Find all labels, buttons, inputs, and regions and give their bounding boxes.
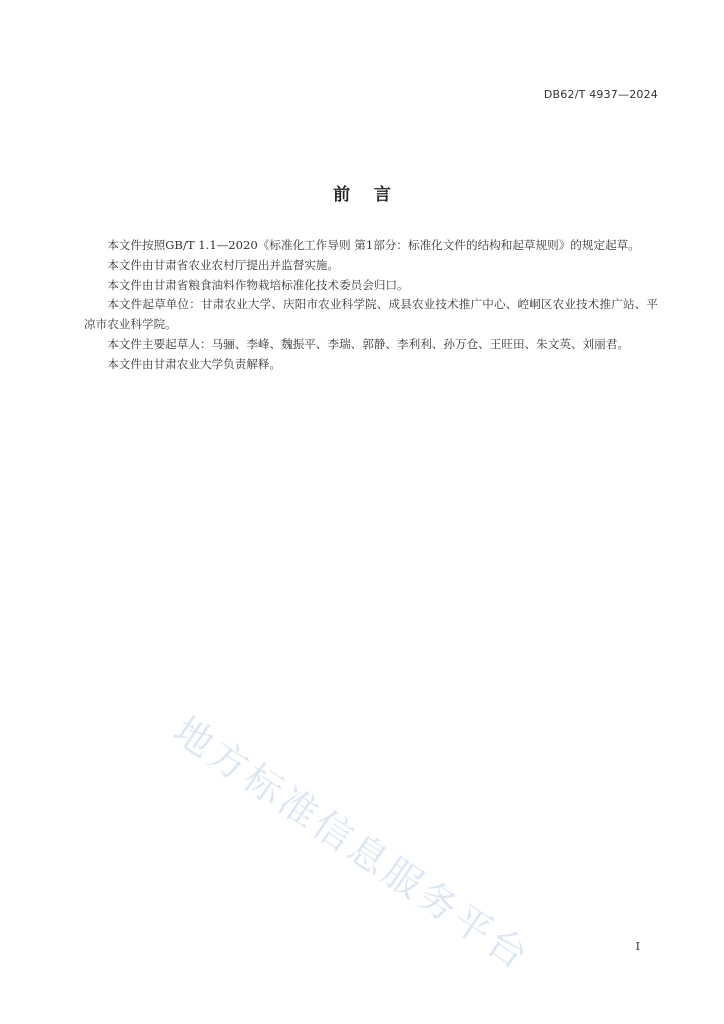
paragraph-proposer: 本文件由甘肃省农业农村厅提出并监督实施。 bbox=[107, 257, 340, 272]
watermark: 地方标准信息服务平台 bbox=[165, 708, 539, 980]
page-title: 前 言 bbox=[333, 185, 391, 205]
paragraph-drafters: 本文件主要起草人：马骊、李峰、魏振平、李瑞、郭静、李利利、孙万仓、王旺田、朱文英、刘丽君。 bbox=[107, 336, 629, 351]
paragraph-committee: 本文件由甘肃省粮食油料作物栽培标准化技术委员会归口。 bbox=[107, 277, 409, 292]
paragraph-drafting-units: 本文件起草单位：甘肃农业大学、庆阳市农业科学院、成县农业技术推广中心、崆峒区农业技术推广站、平凉市农业科学院。 bbox=[84, 297, 658, 332]
page-number: I bbox=[635, 940, 640, 953]
paragraph-interpretation: 本文件由甘肃农业大学负责解释。 bbox=[107, 356, 282, 371]
foreword-body bbox=[84, 236, 658, 375]
paragraph-drafting-rules: 本文件按照GB/T 1.1—2020《标准化工作导则 第1部分：标准化文件的结构和起草规则》的规定起草。 bbox=[107, 238, 640, 252]
document-code: DB62/T 4937—2024 bbox=[543, 88, 658, 101]
